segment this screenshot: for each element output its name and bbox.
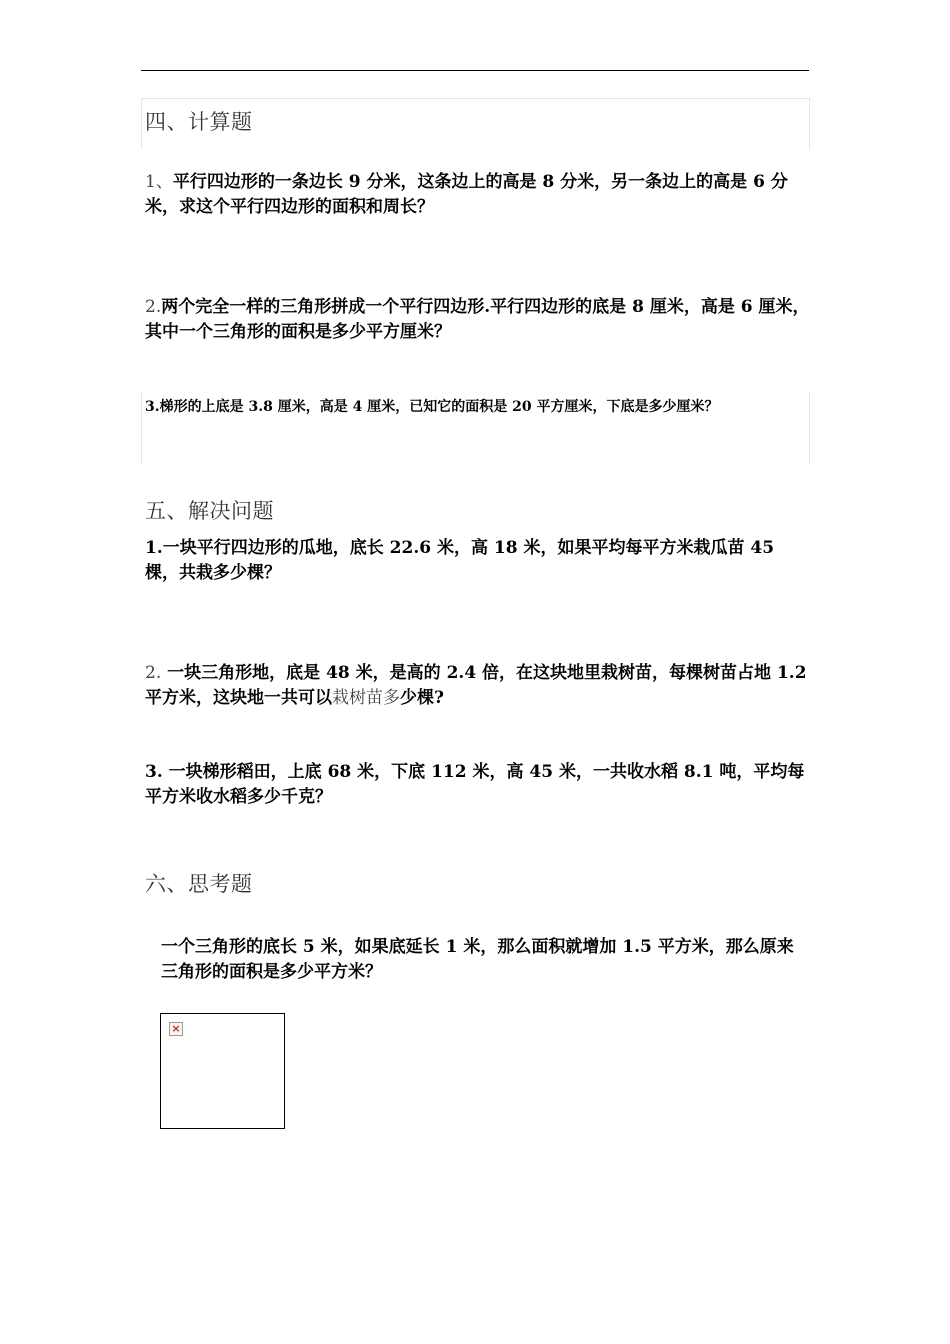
question-solve-2 [145,661,810,711]
question-number: 3. [145,399,160,415]
question-text-light: 栽树苗多 [332,688,400,708]
question-text: 一块梯形稻田，上底 68 米，下底 112 米，高 45 米，一共收水稻 8.1 吨，平均每平方米收水稻多少千克？ [145,762,805,807]
header-rule [141,70,809,71]
question-solve-3 [145,760,810,810]
question-text-end: 少棵? [400,688,444,708]
broken-image-icon: × [169,1022,183,1036]
question-calc-2 [145,295,810,345]
section-title-think: 六、思考题 [145,872,253,896]
question-text: 梯形的上底是 3.8 厘米，高是 4 厘米，已知它的面积是 20 平方厘米，下底是多少厘米？ [159,399,719,415]
section-title-solve: 五、解决问题 [145,499,274,523]
question-number: 1、 [145,172,173,192]
question-text: 一块三角形地，底是 48 米，是高的 2.4 倍，在这块地里栽树苗，每棵树苗占地 1.2 平方米，这块地一共可以 [145,663,807,708]
section-title-calc: 四、计算题 [145,110,253,134]
question-solve-1 [145,536,800,586]
question-text: 一块平行四边形的瓜地，底长 22.6 米，高 18 米，如果平均每平方米栽瓜苗 45 棵，共栽多少棵？ [145,538,775,583]
question-think-1 [161,935,809,985]
question-number: 1. [145,538,163,558]
question-text: 两个完全一样的三角形拼成一个平行四边形.平行四边形的底是 8 厘米，高是 6 厘米，其中一个三角形的面积是多少平方厘米？ [145,297,810,342]
question-text: 一个三角形的底长 5 米，如果底延长 1 米，那么面积就增加 1.5 平方米，那么原来三角形的面积是多少平方米？ [161,937,794,982]
question-text: 平行四边形的一条边长 9 分米，这条边上的高是 8 分米，另一条边上的高是 6 分米，求这个平行四边形的面积和周长？ [145,172,788,217]
question-number: 3. [145,762,163,782]
question-calc-3 [145,395,810,420]
question-number: 2. [145,297,162,317]
question-calc-1 [145,170,810,220]
image-placeholder [160,1013,285,1129]
question-number: 2. [145,663,162,683]
